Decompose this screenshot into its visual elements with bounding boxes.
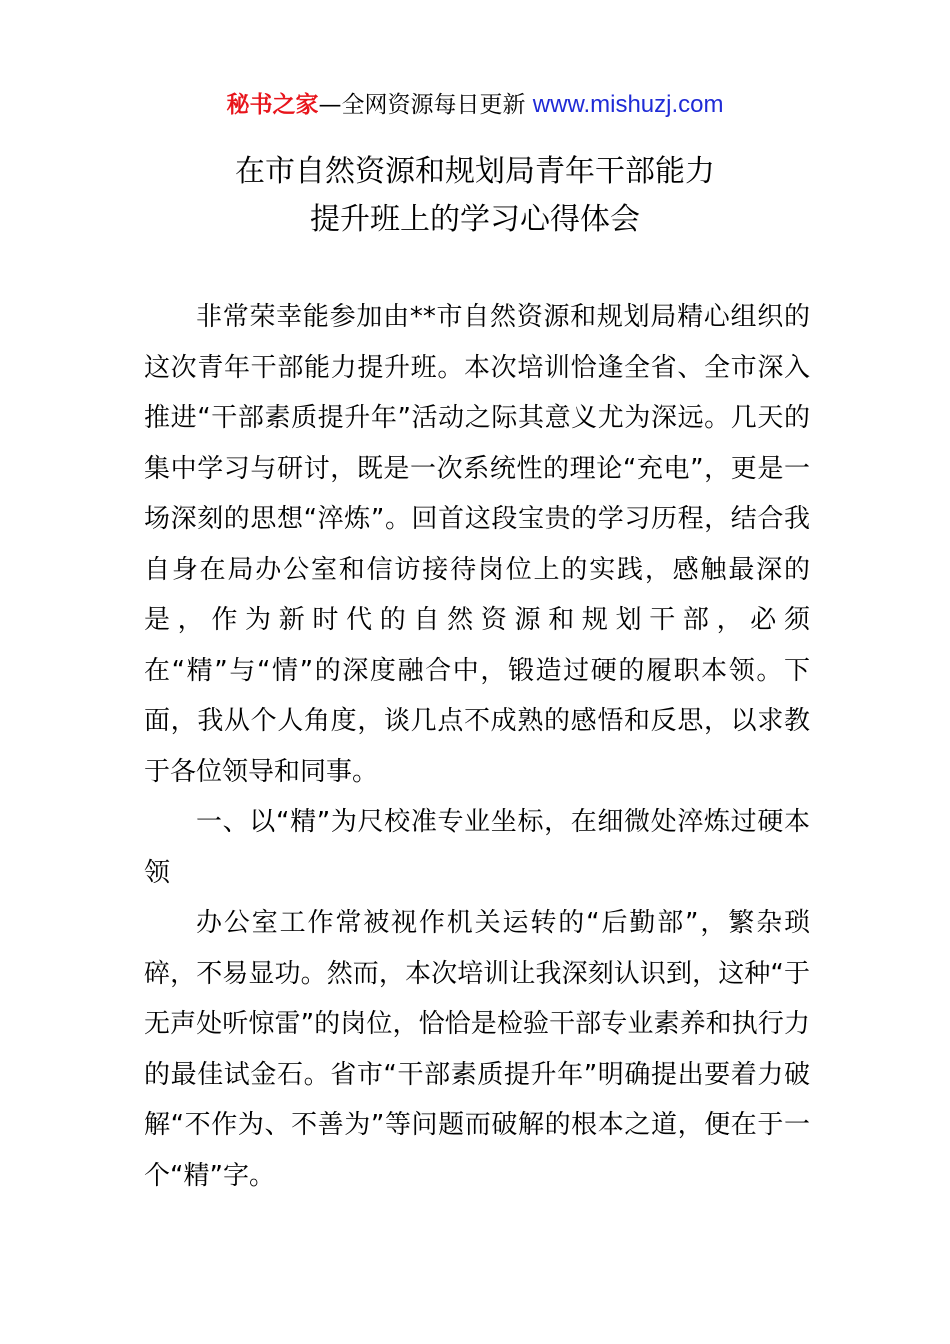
brand-name: 秘书之家 (226, 92, 319, 118)
document-title-line-2: 提升班上的学习心得体会 (310, 202, 640, 237)
header-tagline: —全网资源每日更新 (318, 92, 533, 118)
document-title-line-1: 在市自然资源和规划局青年干部能力 (235, 154, 715, 189)
section-heading-1: 一、以“精”为尺校准专业坐标，在细微处淬炼过硬本领 (144, 807, 810, 888)
paragraph-intro: 非常荣幸能参加由**市自然资源和规划局精心组织的这次青年干部能力提升班。本次培训恰逢全省、全市深入推进“干部素质提升年”活动之际其意义尤为深远。几天的集中学习与研讨，既是一次系统性的理论“充电”，更是一场深刻的思想“淬炼”。回首这段宝贵的学习历程，结合我自身在局办公室和信访接待岗位上的实践，感触最深的是，作为新时代的自然资源和规划干部，必须在“精”与“情”的深度融合中，锻造过硬的履职本领。下面，我从个人角度，谈几点不成熟的感悟和反思，以求教于各位领导和同事。 (144, 302, 810, 787)
site-header (0, 88, 950, 122)
paragraph-section-1: 办公室工作常被视作机关运转的“后勤部”，繁杂琐碎，不易显功。然而，本次培训让我深刻认识到，这种“于无声处听惊雷”的岗位，恰恰是检验干部专业素养和执行力的最佳试金石。省市“干部素质提升年”明确提出要着力破解“不作为、不善为”等问题而破解的根本之道，便在于一个“精”字。 (144, 908, 810, 1191)
document-title (0, 148, 950, 244)
site-url-link[interactable]: www.mishuzj.com (532, 91, 724, 118)
document-body (144, 292, 810, 1201)
